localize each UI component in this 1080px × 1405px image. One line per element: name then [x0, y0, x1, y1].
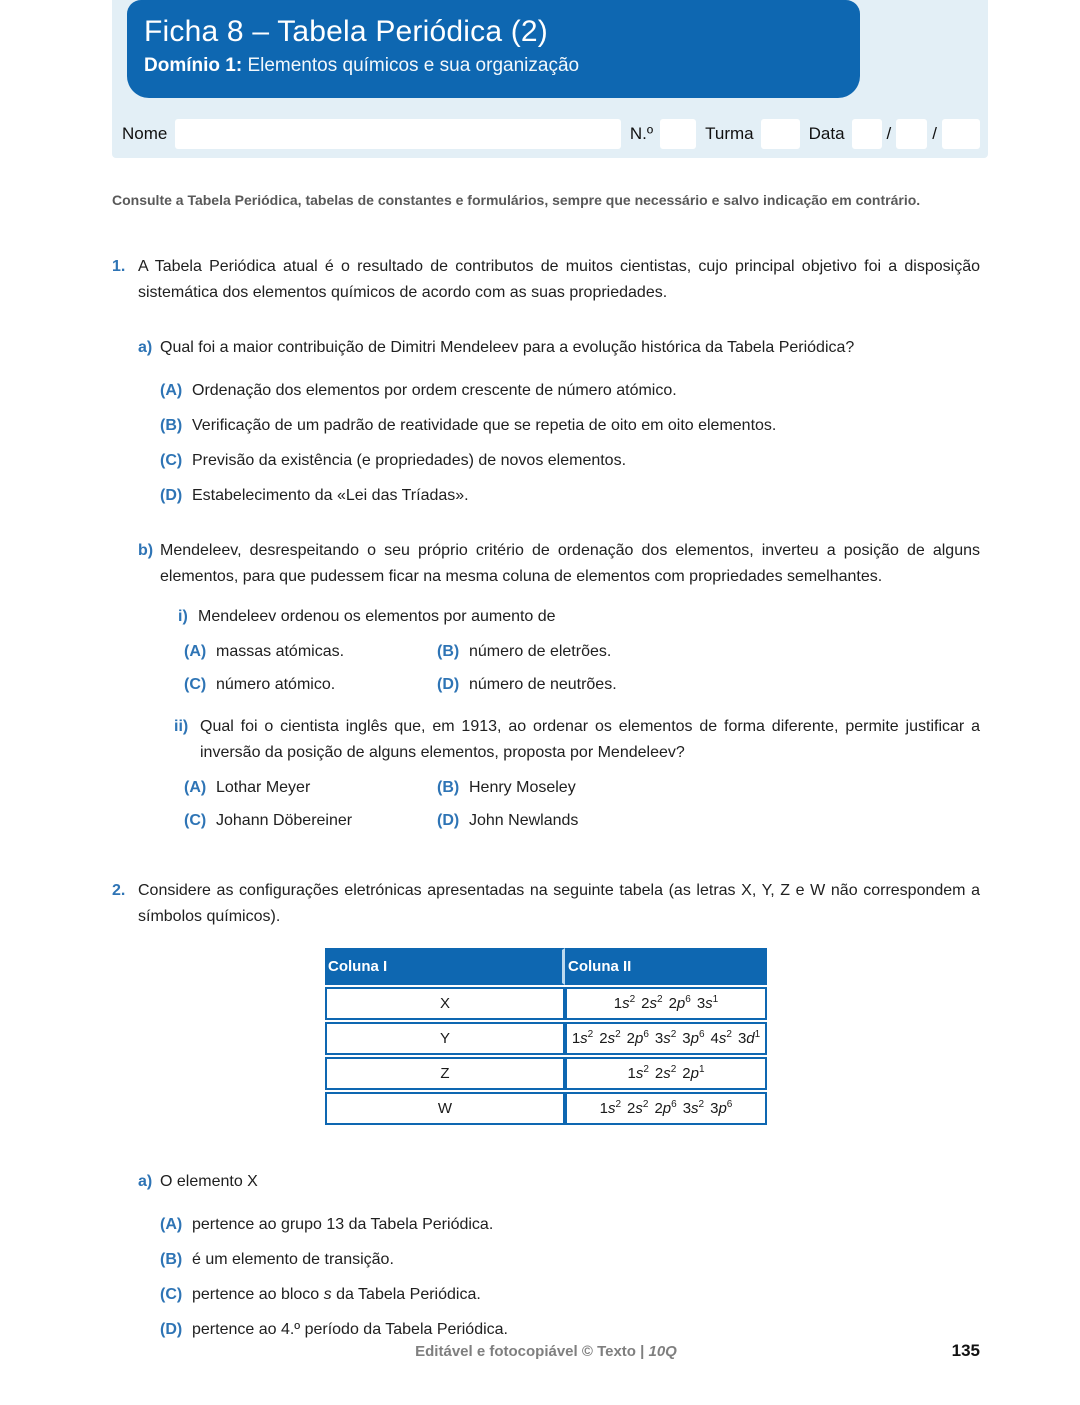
- date-month-field[interactable]: [896, 119, 927, 149]
- element-cell: W: [325, 1092, 565, 1125]
- number-label: N.º: [629, 124, 654, 143]
- worksheet-header: [127, 0, 860, 98]
- option-row: [437, 775, 980, 801]
- config-cell: $1s^2$ $2s^2$ $2p^6$ $3s^1$: [565, 987, 767, 1020]
- question-1b-i-marker: i): [178, 608, 188, 625]
- domain-text: Elementos químicos e sua organização: [242, 55, 580, 76]
- question-2a-marker: a): [138, 1173, 153, 1190]
- page-title: Ficha 8 – Tabela Periódica (2): [144, 15, 548, 48]
- option-letter: (A): [184, 643, 207, 660]
- option-text: pertence ao bloco s da Tabela Periódica.: [192, 1286, 481, 1303]
- date-year-field[interactable]: [942, 119, 980, 149]
- question-1-text: A Tabela Periódica atual é o resultado de contributos de muitos cientistas, cujo principal objetivo foi a disposição sistemática dos elementos químicos de acordo com as suas propriedades.: [138, 258, 980, 301]
- option-row: [160, 448, 980, 474]
- date-day-field[interactable]: [852, 119, 882, 149]
- question-1b-ii-marker: ii): [174, 718, 189, 735]
- domain-label: Domínio 1:: [144, 55, 243, 76]
- option-letter: (B): [437, 779, 460, 796]
- option-text: é um elemento de transição.: [192, 1251, 394, 1268]
- option-letter: (A): [184, 779, 207, 796]
- electron-config-table: [325, 946, 767, 1127]
- element-cell: X: [325, 987, 565, 1020]
- option-text: número atómico.: [216, 676, 336, 693]
- config-cell: $1s^2$ $2s^2$ $2p^6$ $3s^2$ $3p^6$: [565, 1092, 767, 1125]
- option-text: Henry Moseley: [469, 779, 576, 796]
- date-label: Data: [808, 124, 845, 143]
- element-cell: Y: [325, 1022, 565, 1055]
- option-text: massas atómicas.: [216, 643, 345, 660]
- option-row: [160, 1212, 980, 1238]
- table-row: [325, 987, 767, 1020]
- option-text: Verificação de um padrão de reatividade que se repetia de oito em oito elementos.: [192, 417, 777, 434]
- domain-subtitle: [144, 54, 860, 78]
- option-text: número de neutrões.: [469, 676, 617, 693]
- question-2-number: 2.: [112, 882, 126, 899]
- option-letter: (C): [160, 1286, 183, 1303]
- option-row: [160, 378, 980, 404]
- column-1-header: Coluna I: [325, 948, 565, 985]
- question-1b: [138, 538, 980, 834]
- edition-code: 10Q: [648, 1343, 677, 1360]
- config-cell: $1s^2$ $2s^2$ $2p^6$ $3s^2$ $3p^6$ $4s^2$ $3d^1$: [565, 1022, 767, 1055]
- option-letter: (B): [160, 417, 183, 434]
- general-instruction: Consulte a Tabela Periódica, tabelas de constantes e formulários, sempre que necessário e salvo indicação em contrário.: [112, 192, 921, 208]
- option-row: [184, 808, 437, 834]
- question-2: [112, 878, 980, 1343]
- date-slash: /: [886, 124, 892, 143]
- table-row: [325, 1022, 767, 1055]
- option-text: Estabelecimento da «Lei das Tríadas».: [192, 487, 469, 504]
- class-label: Turma: [705, 124, 754, 143]
- question-1b-i-text: Mendeleev ordenou os elementos por aumento de: [198, 608, 556, 625]
- option-row: [184, 672, 437, 698]
- option-row: [437, 639, 980, 665]
- question-1a-text: Qual foi a maior contribuição de Dimitri Mendeleev para a evolução histórica da Tabela Periódica?: [160, 339, 855, 356]
- question-1b-marker: b): [138, 542, 154, 559]
- option-text: John Newlands: [469, 812, 579, 829]
- option-letter: (B): [160, 1251, 183, 1268]
- question-1b-i: [178, 604, 980, 630]
- question-1a-options: [160, 378, 980, 509]
- option-row: [160, 1247, 980, 1273]
- option-row: [184, 775, 437, 801]
- option-row: [437, 808, 980, 834]
- question-1a: [138, 335, 980, 509]
- student-id-row: [112, 118, 988, 150]
- table-header-row: [325, 948, 767, 985]
- option-row: [184, 639, 437, 665]
- option-letter: (C): [184, 676, 207, 693]
- option-letter: (A): [160, 1216, 183, 1233]
- column-2-header: Coluna II: [565, 948, 767, 985]
- option-letter: (C): [184, 812, 207, 829]
- number-field[interactable]: [660, 119, 696, 149]
- question-2a-text: O elemento X: [160, 1173, 258, 1190]
- question-1: [112, 254, 980, 834]
- page-footer: [112, 1343, 980, 1405]
- option-text: Previsão da existência (e propriedades) de novos elementos.: [192, 452, 627, 469]
- question-1b-i-options: [184, 639, 980, 698]
- question-2a-options: [160, 1212, 980, 1343]
- question-1b-ii-text: Qual foi o cientista inglês que, em 1913, ao ordenar os elementos de forma diferente, permite justificar a inversão da posição de alguns elementos, proposta por Mendeleev?: [200, 718, 980, 761]
- page-number: 135: [951, 1341, 980, 1360]
- option-letter: (C): [160, 452, 183, 469]
- option-text: número de eletrões.: [469, 643, 612, 660]
- option-text: Ordenação dos elementos por ordem crescente de número atómico.: [192, 382, 677, 399]
- option-letter: (D): [437, 676, 460, 693]
- option-letter: (D): [437, 812, 460, 829]
- option-row: [160, 1317, 980, 1343]
- option-letter: (D): [160, 1321, 183, 1338]
- option-row: [160, 1282, 980, 1308]
- option-text: pertence ao grupo 13 da Tabela Periódica.: [192, 1216, 494, 1233]
- option-text: Lothar Meyer: [216, 779, 311, 796]
- config-cell: $1s^2$ $2s^2$ $2p^1$: [565, 1057, 767, 1090]
- block-s-italic: s: [323, 1286, 332, 1303]
- name-field[interactable]: [175, 119, 621, 149]
- name-label: Nome: [122, 124, 168, 143]
- header-band: [112, 0, 988, 158]
- option-text: pertence ao 4.º período da Tabela Periódica.: [192, 1321, 508, 1338]
- worksheet-body: [112, 158, 980, 1343]
- option-letter: (A): [160, 382, 183, 399]
- class-field[interactable]: [761, 119, 800, 149]
- option-row: [437, 672, 980, 698]
- table-row: [325, 1057, 767, 1090]
- option-letter: (B): [437, 643, 460, 660]
- date-slash: /: [932, 124, 937, 143]
- question-1b-text: Mendeleev, desrespeitando o seu próprio critério de ordenação dos elementos, inverteu a posição de alguns elementos, para que pudessem ficar na mesma coluna de elementos com propriedades semelhantes.: [160, 542, 980, 585]
- question-1b-ii: [174, 714, 980, 766]
- option-letter: (D): [160, 487, 183, 504]
- table-row: [325, 1092, 767, 1125]
- question-1-number: 1.: [112, 258, 126, 275]
- question-1a-marker: a): [138, 339, 153, 356]
- option-row: [160, 483, 980, 509]
- option-row: [160, 413, 980, 439]
- element-cell: Z: [325, 1057, 565, 1090]
- question-1b-ii-options: [184, 775, 980, 834]
- footer-copyright: Editável e fotocopiável © Texto | 10Q: [415, 1343, 677, 1360]
- option-text: Johann Döbereiner: [216, 812, 353, 829]
- question-2-text: Considere as configurações eletrónicas apresentadas na seguinte tabela (as letras X, Y, Z e W não correspondem a símbolos químicos).: [138, 882, 980, 925]
- question-2a: [138, 1169, 980, 1343]
